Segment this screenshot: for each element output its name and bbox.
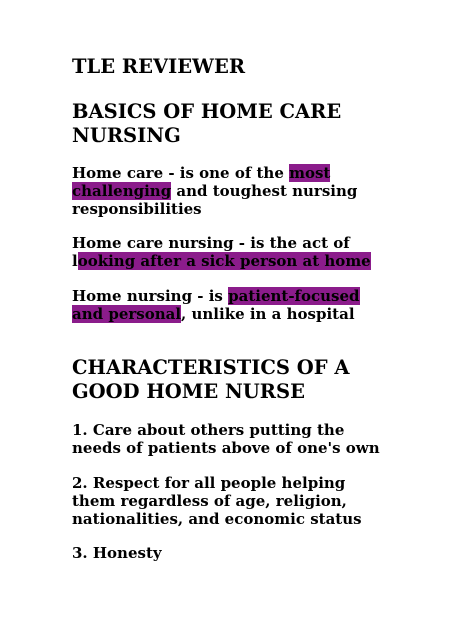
highlighted-text: most (289, 164, 331, 182)
text-run: l (72, 252, 78, 270)
text-line: 1. Care about others putting the (72, 421, 345, 439)
text-run: Home nursing - is (72, 287, 229, 305)
highlighted-text: ooking after a sick person at home (77, 252, 371, 270)
text-line (72, 182, 357, 200)
text-line (72, 305, 360, 323)
list-item-respect (72, 474, 362, 528)
text-line: responsibilities (72, 200, 202, 218)
text-line: 3. Honesty (72, 544, 162, 562)
highlighted-text: patient-focused (228, 287, 360, 305)
text-line (72, 287, 360, 305)
heading-line: NURSING (72, 124, 181, 147)
text-line: Home care nursing - is the act of (72, 234, 350, 252)
text-line: 2. Respect for all people helping (72, 474, 346, 492)
list-item-honesty (72, 544, 162, 562)
text-line (72, 252, 371, 270)
section-heading-basics (72, 100, 341, 148)
paragraph-home-nursing (72, 287, 360, 323)
paragraph-home-care (72, 164, 357, 218)
highlighted-text: challenging (72, 182, 172, 200)
document-title: TLE REVIEWER (72, 55, 246, 78)
text-line (72, 164, 357, 182)
paragraph-home-care-nursing (72, 234, 371, 270)
section-heading-characteristics (72, 356, 350, 404)
heading-line: CHARACTERISTICS OF A (72, 356, 350, 379)
text-run: , unlike in a hospital (181, 305, 355, 323)
text-line: nationalities, and economic status (72, 510, 362, 528)
heading-line: GOOD HOME NURSE (72, 380, 305, 403)
list-item-care (72, 421, 380, 457)
text-line: needs of patients above of one's own (72, 439, 380, 457)
text-run: and toughest nursing (171, 182, 358, 200)
highlighted-text: and personal (72, 305, 182, 323)
text-line: them regardless of age, religion, (72, 492, 347, 510)
text-run: Home care - is one of the (72, 164, 290, 182)
heading-line: BASICS OF HOME CARE (72, 100, 342, 123)
